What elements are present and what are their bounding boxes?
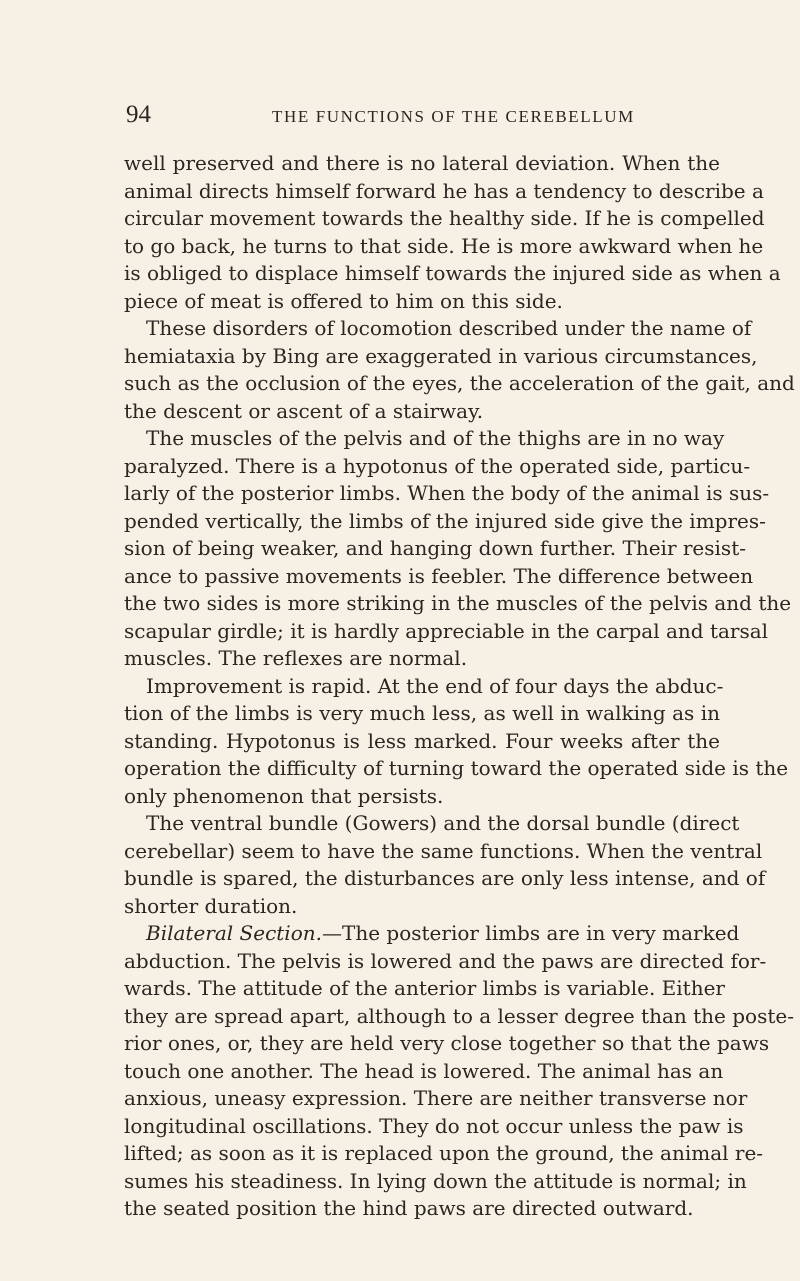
- text-line: sion of being weaker, and hanging down further. Their resist-: [124, 536, 746, 560]
- text-line: The ventral bundle (Gowers) and the dorsal bundle (direct: [146, 811, 740, 835]
- text-line: piece of meat is offered to him on this side.: [124, 288, 563, 313]
- text-line: hemiataxia by Bing are exaggerated in various circumstances,: [124, 343, 758, 368]
- text-line: well preserved and there is no lateral deviation. When the: [124, 151, 720, 175]
- text-line-with-heading: [124, 920, 740, 948]
- text-line: Improvement is rapid. At the end of four days the abduc-: [146, 673, 724, 698]
- text-line: anxious, uneasy expression. There are neither transverse nor: [124, 1086, 748, 1110]
- text-line: paralyzed. There is a hypotonus of the operated side, particu-: [124, 453, 751, 478]
- text-line: circular movement towards the healthy side. If he is compelled: [124, 206, 765, 230]
- text-line: ance to passive movements is feebler. The difference between: [124, 563, 754, 588]
- text-line: longitudinal oscillations. They do not occur unless the paw is: [124, 1113, 744, 1138]
- text-line: rior ones, or, they are held very close together so that the paws: [124, 1031, 770, 1055]
- text-line: pended vertically, the limbs of the injured side give the impres-: [124, 508, 766, 533]
- text-line: touch one another. The head is lowered. The animal has an: [124, 1058, 724, 1083]
- text-line: scapular girdle; it is hardly appreciable in the carpal and tarsal: [124, 618, 769, 643]
- text-line: sumes his steadiness. In lying down the attitude is normal; in: [124, 1168, 747, 1193]
- text-line: The muscles of the pelvis and of the thighs are in no way: [146, 426, 725, 450]
- body-text: [124, 150, 795, 1223]
- text-line: These disorders of locomotion described under the name of: [146, 316, 752, 340]
- text-line: bundle is spared, the disturbances are only less intense, and of: [124, 866, 766, 890]
- text-line: muscles. The reflexes are normal.: [124, 646, 468, 670]
- text-line: the two sides is more striking in the muscles of the pelvis and the: [124, 591, 792, 615]
- text-line: standing. Hypotonus is less marked. Four weeks after the: [124, 728, 720, 753]
- text-line: the seated position the hind paws are directed outward.: [124, 1196, 694, 1220]
- text-line: abduction. The pelvis is lowered and the paws are directed for-: [124, 948, 767, 973]
- text-line: is obliged to displace himself towards the injured side as when a: [124, 261, 781, 285]
- text-line: such as the occlusion of the eyes, the acceleration of the gait, and: [124, 371, 795, 395]
- text-line: shorter duration.: [124, 893, 298, 918]
- text-line: the descent or ascent of a stairway.: [124, 398, 484, 423]
- text-line: larly of the posterior limbs. When the body of the animal is sus-: [124, 481, 770, 505]
- text-line: to go back, he turns to that side. He is more awkward when he: [124, 233, 764, 258]
- text-line: tion of the limbs is very much less, as well in walking as in: [124, 701, 720, 725]
- text-line: lifted; as soon as it is replaced upon the ground, the animal re-: [124, 1141, 764, 1165]
- text-line: operation the difficulty of turning toward the operated side is the: [124, 756, 789, 780]
- section-heading: Bilateral Section.: [146, 921, 322, 945]
- text-line: wards. The attitude of the anterior limbs is variable. Either: [124, 976, 725, 1000]
- text-line-rest: —The posterior limbs are in very marked: [321, 921, 740, 945]
- text-line: cerebellar) seem to have the same functions. When the ventral: [124, 838, 763, 863]
- running-title: THE FUNCTIONS OF THE CEREBELLUM: [272, 107, 635, 126]
- text-line: they are spread apart, although to a lesser degree than the poste-: [124, 1003, 794, 1028]
- page-number: 94: [126, 101, 151, 128]
- text-line: animal directs himself forward he has a tendency to describe a: [124, 178, 764, 203]
- running-head: [126, 100, 786, 130]
- text-line: only phenomenon that persists.: [124, 783, 444, 808]
